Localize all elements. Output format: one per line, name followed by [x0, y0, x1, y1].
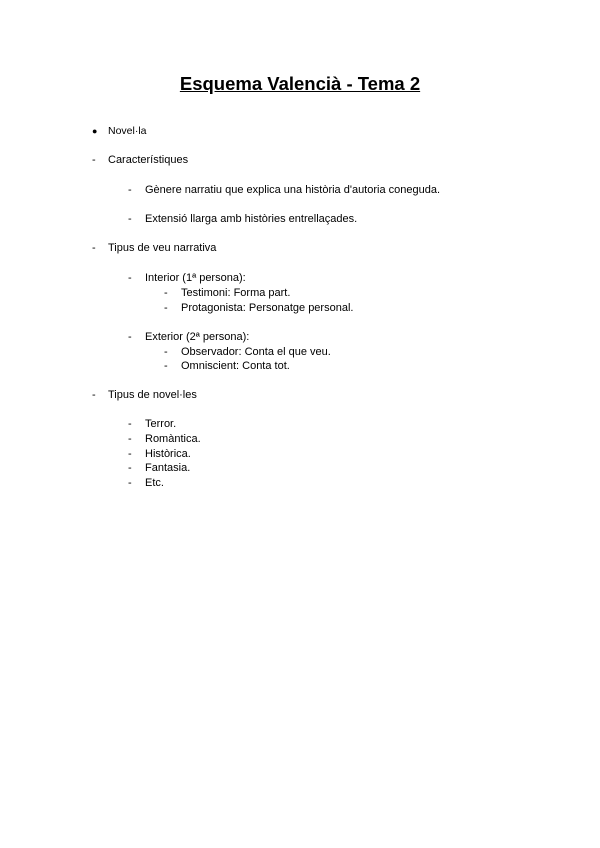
- list-item-text: Terror.: [145, 418, 177, 430]
- list-item: [128, 477, 164, 490]
- list-item: [92, 125, 147, 138]
- list-item-text: Etc.: [145, 477, 164, 489]
- list-item: [128, 418, 177, 431]
- list-item-text: Tipus de novel·les: [108, 389, 197, 401]
- list-item: [92, 242, 217, 255]
- dash-marker: -: [164, 346, 168, 358]
- list-item: [164, 360, 290, 373]
- list-item-text: Novel·la: [108, 125, 147, 137]
- list-item: [164, 287, 291, 300]
- list-item: [92, 389, 197, 402]
- dash-marker: -: [128, 418, 132, 430]
- list-item: [128, 462, 191, 475]
- list-item: [128, 184, 441, 197]
- list-item: [128, 331, 250, 344]
- dash-marker: -: [128, 448, 132, 460]
- dash-marker: -: [164, 302, 168, 314]
- list-item-text: Extensió llarga amb històries entrellaçades.: [145, 213, 358, 225]
- dash-marker: -: [128, 184, 132, 196]
- list-item-text: Històrica.: [145, 448, 191, 460]
- dash-marker: -: [128, 433, 132, 445]
- dash-marker: -: [128, 272, 132, 284]
- list-item: [128, 213, 358, 226]
- list-item-text: Omniscient: Conta tot.: [181, 360, 290, 372]
- dash-marker: -: [164, 360, 168, 372]
- list-item-text: Fantasia.: [145, 462, 191, 474]
- list-item: [164, 346, 331, 359]
- dash-marker: -: [128, 477, 132, 489]
- list-item-text: Romàntica.: [145, 433, 201, 445]
- dash-marker: -: [128, 462, 132, 474]
- list-item: [128, 272, 246, 285]
- dash-marker: -: [128, 213, 132, 225]
- list-item-text: Gènere narratiu que explica una història d'autoria coneguda.: [145, 184, 441, 196]
- document-title: Esquema Valencià - Tema 2: [179, 73, 421, 94]
- list-item-text: Observador: Conta el que veu.: [181, 346, 331, 358]
- list-item-text: Interior (1ª persona):: [145, 272, 246, 284]
- dash-marker: -: [92, 154, 96, 166]
- bullet-icon: ●: [92, 126, 98, 136]
- dash-marker: -: [164, 287, 168, 299]
- list-item-text: Tipus de veu narrativa: [108, 242, 217, 254]
- list-item: [128, 433, 201, 446]
- dash-marker: -: [128, 331, 132, 343]
- list-item: [128, 448, 191, 461]
- list-item-text: Exterior (2ª persona):: [145, 331, 250, 343]
- dash-marker: -: [92, 389, 96, 401]
- list-item-text: Protagonista: Personatge personal.: [181, 302, 354, 314]
- list-item-text: Característiques: [108, 154, 189, 166]
- dash-marker: -: [92, 242, 96, 254]
- list-item-text: Testimoni: Forma part.: [181, 287, 291, 299]
- list-item: [164, 302, 354, 315]
- list-item: [92, 154, 189, 167]
